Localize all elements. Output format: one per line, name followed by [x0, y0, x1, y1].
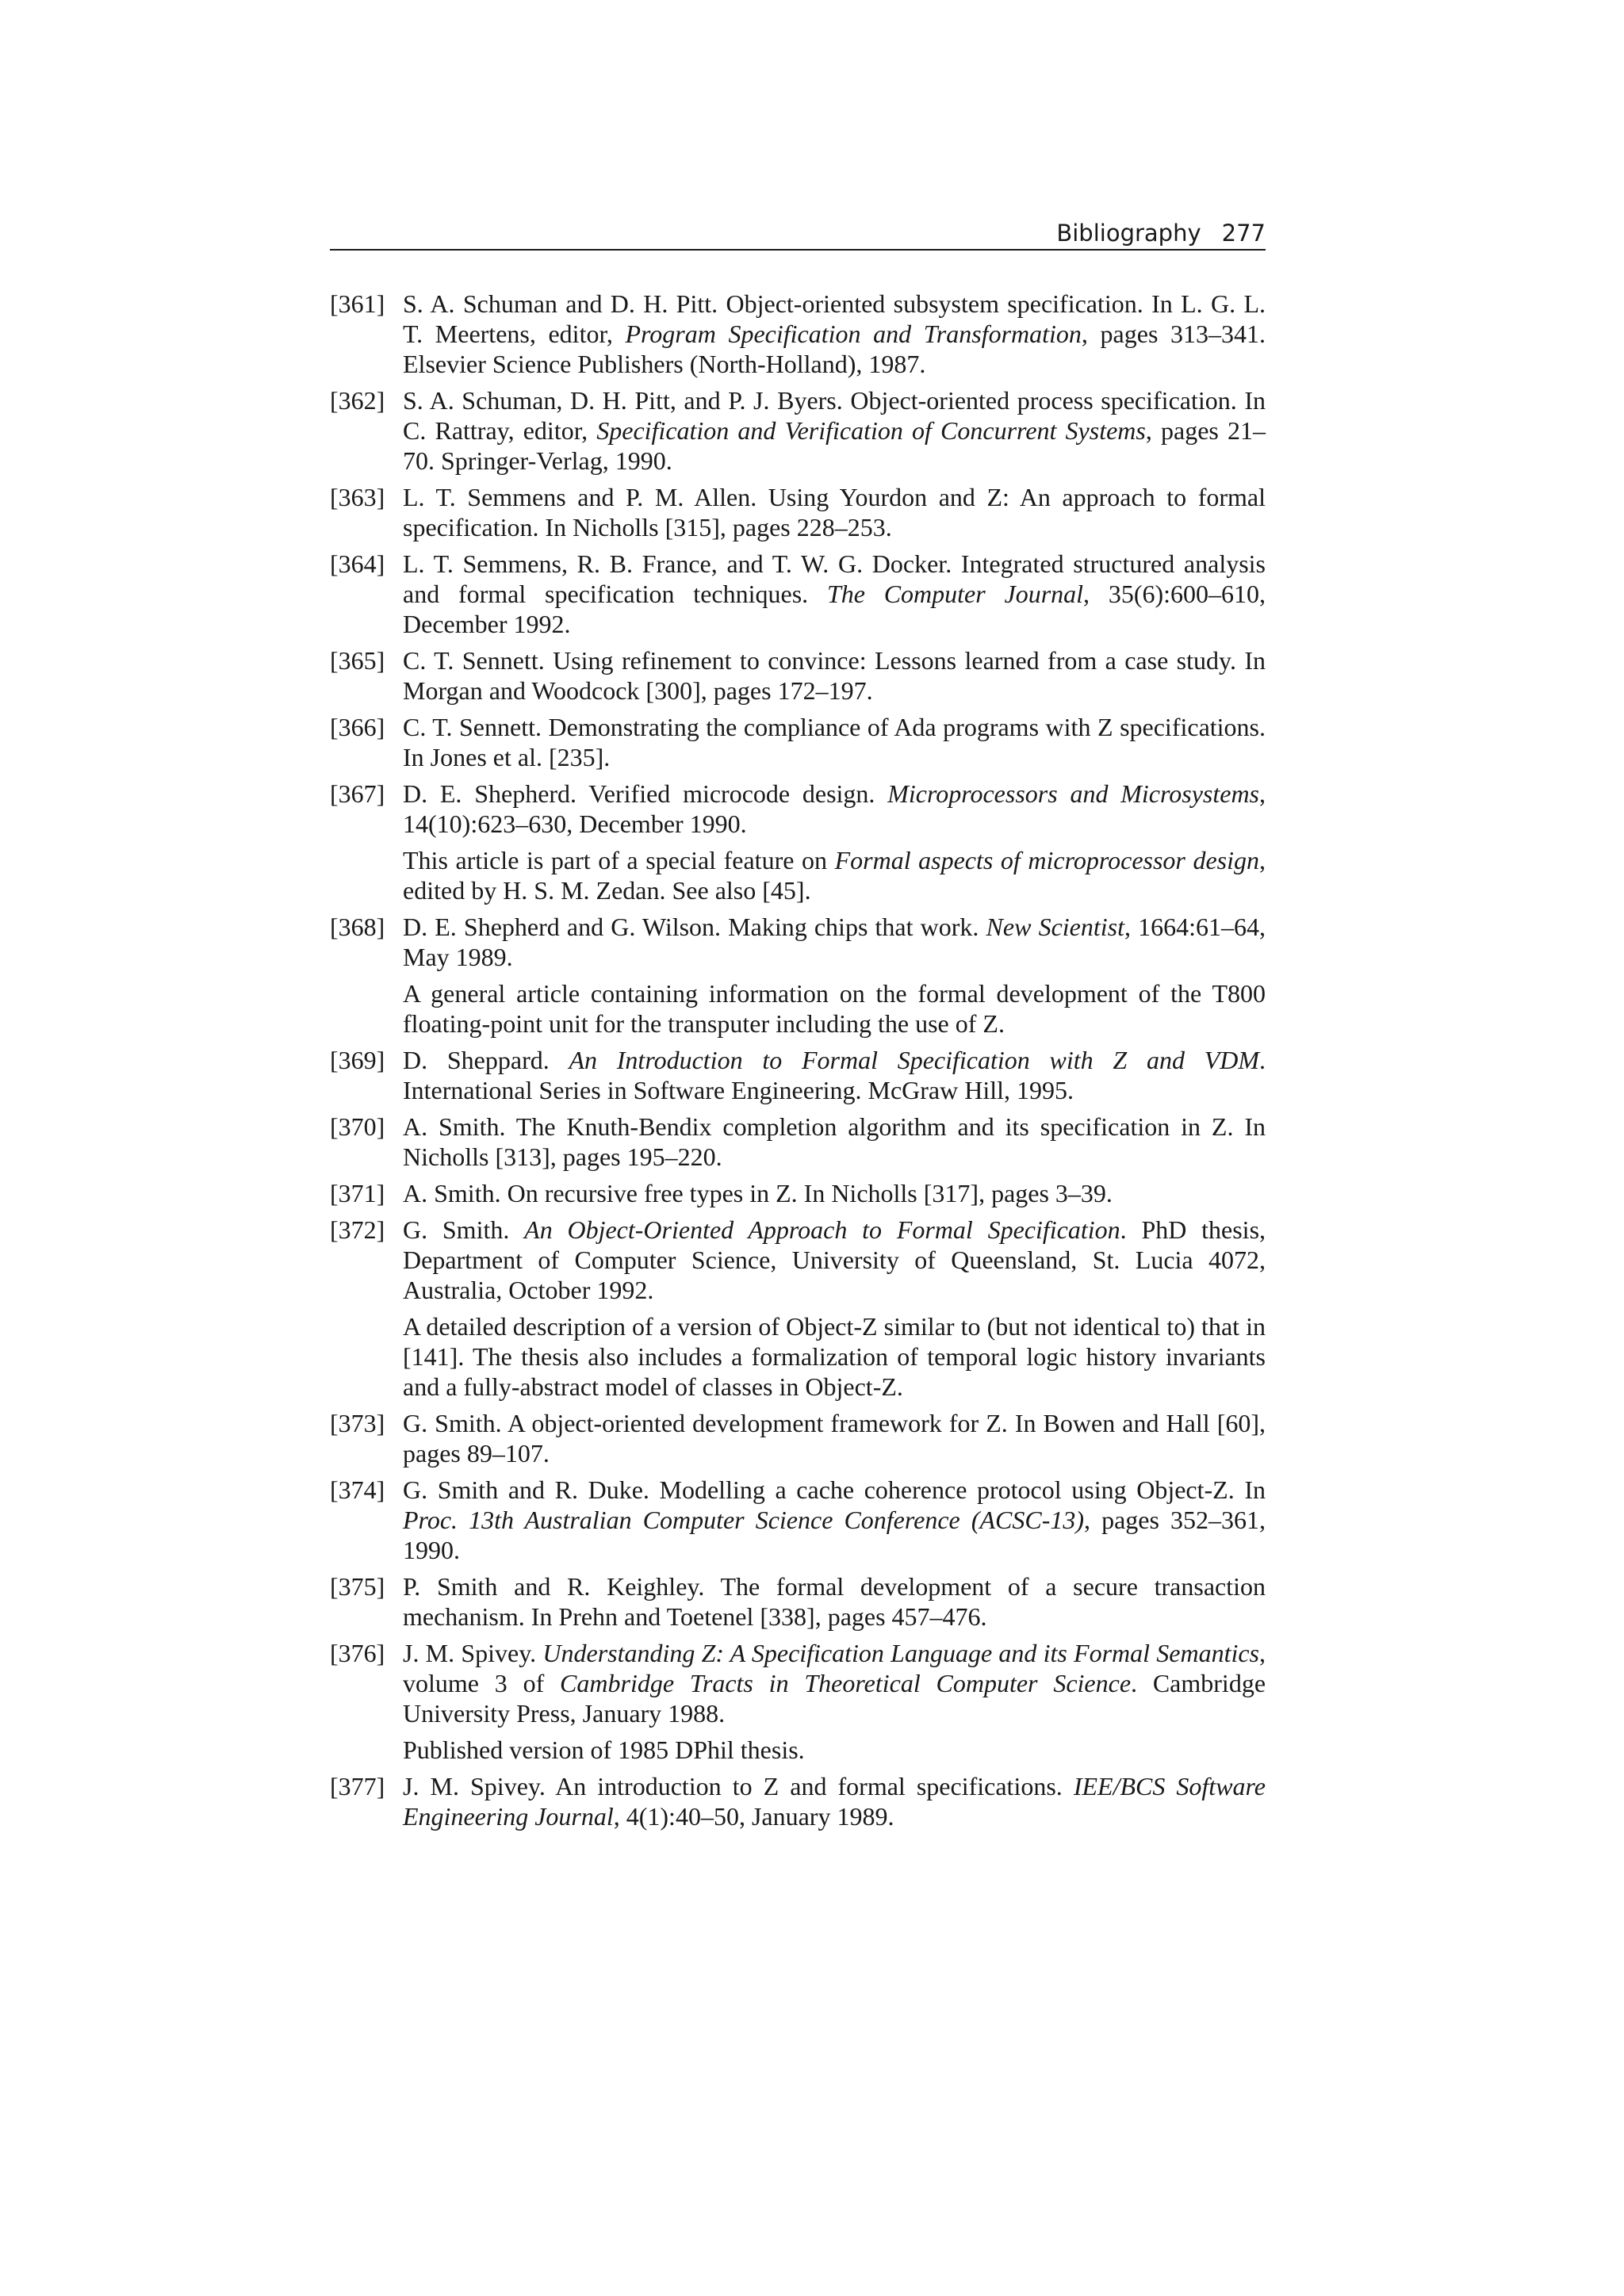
reference-text — [403, 1045, 1266, 1105]
reference-entry — [330, 1771, 1266, 1831]
reference-entry — [330, 1215, 1266, 1402]
reference-number: [377] — [330, 1772, 385, 1800]
reference-text — [403, 385, 1266, 476]
annotation-italic: Formal aspects of microprocessor design — [834, 846, 1260, 874]
reference-number: [364] — [330, 549, 385, 578]
reference-number: [368] — [330, 913, 385, 941]
reference-text — [403, 912, 1266, 972]
reference-text — [403, 482, 1266, 542]
reference-number: [374] — [330, 1475, 385, 1504]
reference-annotation — [403, 845, 1266, 905]
reference-text-segment: , pages 313–341. Elsevier Science Publishers (North-Holland), 1987. — [403, 320, 1266, 378]
annotation-segment: , edited by H. S. M. Zedan. See also [45]. — [403, 846, 1266, 905]
reference-text-segment: J. M. Spivey. An introduction to Z and formal specifications. — [403, 1772, 1074, 1800]
reference-entry — [330, 482, 1266, 542]
reference-text-segment: G. Smith. — [403, 1215, 525, 1244]
reference-text — [403, 1771, 1266, 1831]
reference-entry — [330, 1045, 1266, 1105]
reference-entry — [330, 1571, 1266, 1632]
reference-text-segment: . International Series in Software Engineering. McGraw Hill, 1995. — [403, 1046, 1266, 1104]
reference-list — [330, 289, 1266, 1838]
reference-title-italic: Microprocessors and Microsystems — [887, 779, 1259, 808]
reference-text-segment: , pages 21–70. Springer-Verlag, 1990. — [403, 416, 1266, 475]
reference-number: [365] — [330, 646, 385, 675]
reference-text-segment: , 35(6):600–610, December 1992. — [403, 580, 1266, 638]
reference-text-segment: . PhD thesis, Department of Computer Science, University of Queensland, St. Lucia 4072, Australia, October 1992. — [403, 1215, 1266, 1304]
reference-text — [403, 1215, 1266, 1305]
reference-text-segment: , volume 3 of — [403, 1639, 1266, 1697]
reference-entry — [330, 1638, 1266, 1765]
reference-text — [403, 645, 1266, 706]
reference-number: [367] — [330, 779, 385, 808]
reference-title-italic: Cambridge Tracts in Theoretical Computer Science — [560, 1669, 1132, 1697]
reference-text-segment: A. Smith. On recursive free types in Z. In Nicholls [317], pages 3–39. — [403, 1179, 1113, 1207]
reference-text-segment: C. T. Sennett. Demonstrating the compliance of Ada programs with Z specifications. In Jones et al. [235]. — [403, 713, 1266, 771]
reference-title-italic: An Object-Oriented Approach to Formal Specification — [524, 1215, 1120, 1244]
reference-text — [403, 1112, 1266, 1172]
reference-text — [403, 1178, 1266, 1208]
reference-text-segment: D. E. Shepherd. Verified microcode design. — [403, 779, 888, 808]
reference-number: [375] — [330, 1572, 385, 1601]
reference-annotation — [403, 978, 1266, 1039]
running-title: Bibliography — [1056, 220, 1201, 247]
reference-text-segment: S. A. Schuman and D. H. Pitt. Object-oriented subsystem specification. In L. G. L. T. Meertens, editor, — [403, 289, 1266, 348]
page-number: 277 — [1221, 220, 1266, 247]
reference-text-segment: C. T. Sennett. Using refinement to convince: Lessons learned from a case study. In Morgan and Woodcock [300], pages 172–197. — [403, 646, 1266, 705]
reference-entry — [330, 549, 1266, 639]
reference-text-segment: S. A. Schuman, D. H. Pitt, and P. J. Byers. Object-oriented process specification. In C. Rattray, editor, — [403, 386, 1266, 445]
reference-title-italic: Understanding Z: A Specification Language and its Formal Semantics — [542, 1639, 1260, 1667]
reference-number: [362] — [330, 386, 385, 415]
reference-entry — [330, 1178, 1266, 1208]
reference-text — [403, 779, 1266, 839]
annotation-segment: This article is part of a special feature on — [403, 846, 835, 874]
reference-text — [403, 1408, 1266, 1468]
reference-text — [403, 1571, 1266, 1632]
reference-text — [403, 289, 1266, 379]
reference-number: [371] — [330, 1179, 385, 1207]
reference-entry — [330, 779, 1266, 905]
reference-entry — [330, 645, 1266, 706]
reference-annotation — [403, 1735, 1266, 1765]
reference-number: [361] — [330, 289, 385, 318]
reference-title-italic: Proc. 13th Australian Computer Science Conference (ACSC-13) — [403, 1506, 1085, 1534]
reference-title-italic: The Computer Journal — [826, 580, 1084, 608]
reference-text-segment: P. Smith and R. Keighley. The formal development of a secure transaction mechanism. In Prehn and Toetenel [338], pages 457–476. — [403, 1572, 1266, 1631]
reference-title-italic: Specification and Verification of Concurrent Systems — [596, 416, 1146, 445]
reference-text-segment: . Cambridge University Press, January 1988. — [403, 1669, 1266, 1728]
reference-number: [363] — [330, 483, 385, 511]
reference-entry — [330, 1408, 1266, 1468]
reference-text — [403, 549, 1266, 639]
reference-text-segment: , pages 352–361, 1990. — [403, 1506, 1266, 1564]
running-header — [330, 216, 1266, 251]
reference-text-segment: L. T. Semmens and P. M. Allen. Using Yourdon and Z: An approach to formal specification. In Nicholls [315], pages 228–253. — [403, 483, 1266, 541]
reference-title-italic: New Scientist — [986, 913, 1124, 941]
reference-title-italic: IEE/BCS Software Engineering Journal — [403, 1772, 1266, 1831]
reference-number: [376] — [330, 1639, 385, 1667]
annotation-segment: A detailed description of a version of Object-Z similar to (but not identical to) that in [141]. The thesis also includes a formalization of temporal logic history invariants and a fully-abstract model of classes in Object-Z. — [403, 1312, 1266, 1401]
reference-annotation — [403, 1311, 1266, 1402]
reference-text-segment: , 4(1):40–50, January 1989. — [613, 1802, 894, 1831]
reference-text-segment: D. E. Shepherd and G. Wilson. Making chips that work. — [403, 913, 986, 941]
reference-text-segment: , 1664:61–64, May 1989. — [403, 913, 1266, 971]
reference-entry — [330, 289, 1266, 379]
reference-entry — [330, 912, 1266, 1039]
reference-number: [373] — [330, 1409, 385, 1437]
reference-text — [403, 1475, 1266, 1565]
annotation-segment: A general article containing information on the formal development of the T800 floating-point unit for the transputer including the use of Z. — [403, 979, 1266, 1038]
reference-entry — [330, 1112, 1266, 1172]
reference-entry — [330, 1475, 1266, 1565]
annotation-segment: Published version of 1985 DPhil thesis. — [403, 1735, 805, 1764]
reference-entry — [330, 385, 1266, 476]
reference-text-segment: L. T. Semmens, R. B. France, and T. W. G. Docker. Integrated structured analysis and formal specification techniques. — [403, 549, 1266, 608]
reference-title-italic: An Introduction to Formal Specification with Z and VDM — [569, 1046, 1259, 1074]
reference-text-segment: A. Smith. The Knuth-Bendix completion algorithm and its specification in Z. In Nicholls [313], pages 195–220. — [403, 1112, 1266, 1171]
reference-entry — [330, 712, 1266, 772]
reference-number: [366] — [330, 713, 385, 741]
reference-text-segment: D. Sheppard. — [403, 1046, 569, 1074]
reference-number: [372] — [330, 1215, 385, 1244]
reference-text-segment: J. M. Spivey. — [403, 1639, 543, 1667]
reference-text — [403, 1638, 1266, 1728]
reference-number: [369] — [330, 1046, 385, 1074]
reference-title-italic: Program Specification and Transformation — [625, 320, 1082, 348]
reference-number: [370] — [330, 1112, 385, 1141]
reference-text-segment: G. Smith and R. Duke. Modelling a cache coherence protocol using Object-Z. In — [403, 1475, 1266, 1504]
reference-text-segment: , 14(10):623–630, December 1990. — [403, 779, 1266, 838]
reference-text-segment: G. Smith. A object-oriented development framework for Z. In Bowen and Hall [60], pages 89–107. — [403, 1409, 1266, 1468]
reference-text — [403, 712, 1266, 772]
